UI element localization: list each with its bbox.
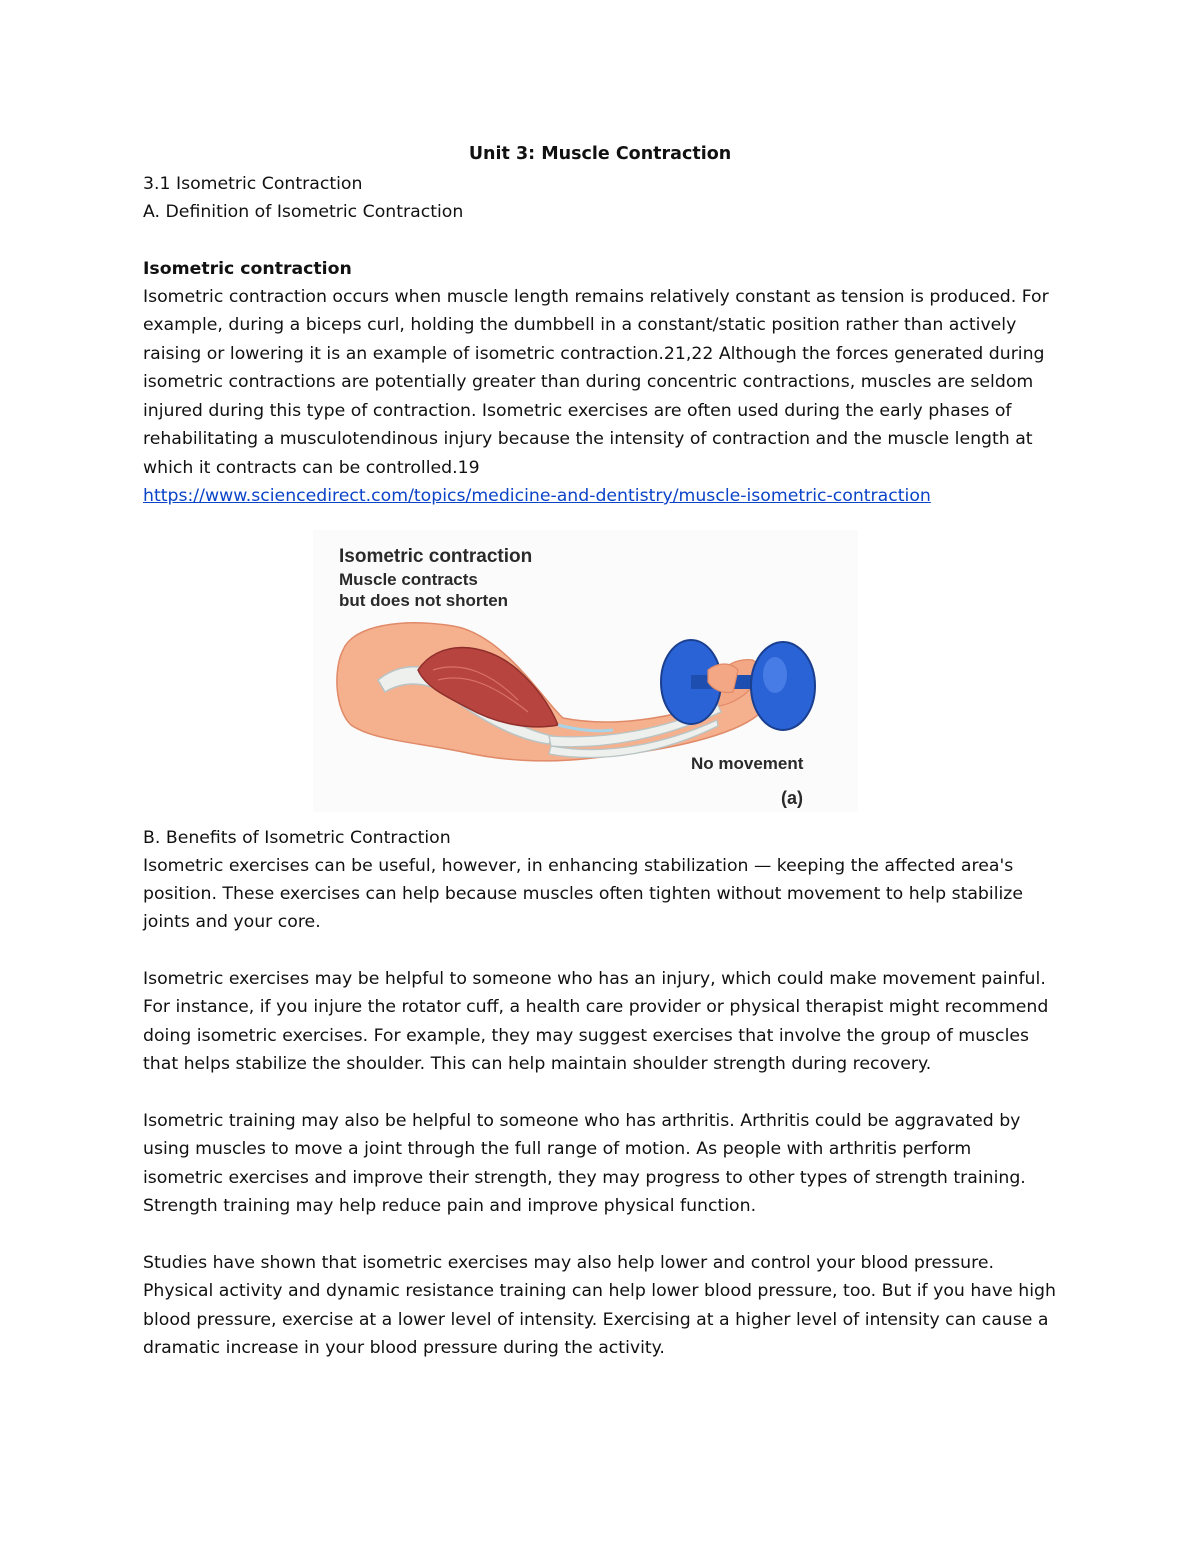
benefits-line: isometric exercises and improve their strength, they may progress to other types of strength training. (143, 1168, 1026, 1188)
benefits-line: Physical activity and dynamic resistance training can help lower blood pressure, too. But if you have high (143, 1281, 1056, 1301)
benefits-line: Strength training may help reduce pain and improve physical function. (143, 1196, 757, 1216)
benefits-line: position. These exercises can help because muscles often tighten without movement to help stabilize (143, 884, 1024, 904)
definition-line: example, during a biceps curl, holding the dumbbell in a constant/static position rather than actively (143, 315, 1017, 335)
no-movement-label: No movement (691, 754, 804, 773)
isometric-contraction-figure (313, 530, 858, 812)
panel-label: (a) (781, 788, 803, 808)
definition-line: which it contracts can be controlled.19 (143, 458, 480, 478)
benefits-line: doing isometric exercises. For example, they may suggest exercises that involve the group of muscles (143, 1026, 1029, 1046)
figure-caption-line: but does not shorten (339, 591, 509, 610)
figure-heading: Isometric contraction (339, 546, 533, 567)
benefits-line: blood pressure, exercise at a lower level of intensity. Exercising at a higher level of intensity can cause a (143, 1310, 1049, 1330)
definition-line: Isometric contraction occurs when muscle length remains relatively constant as tension is produced. For (143, 287, 1049, 307)
definition-line: injured during this type of contraction. Isometric exercises are often used during the early phases of (143, 401, 1012, 421)
source-link[interactable]: https://www.sciencedirect.com/topics/medicine-and-dentistry/muscle-isometric-contraction (143, 486, 931, 506)
definition-line: raising or lowering it is an example of isometric contraction.21,22 Although the forces generated during (143, 344, 1045, 364)
benefits-line: dramatic increase in your blood pressure during the activity. (143, 1338, 665, 1358)
benefits-line: that helps stabilize the shoulder. This can help maintain shoulder strength during recovery. (143, 1054, 932, 1074)
benefits-line: Studies have shown that isometric exercises may also help lower and control your blood pressure. (143, 1253, 994, 1273)
benefits-line: For instance, if you injure the rotator cuff, a health care provider or physical therapist might recommend (143, 997, 1049, 1017)
definition-line: isometric contractions are potentially greater than during concentric contractions, muscles are seldom (143, 372, 1034, 392)
benefits-line: Isometric exercises may be helpful to someone who has an injury, which could make movement painful. (143, 969, 1046, 989)
subsection-heading-b: B. Benefits of Isometric Contraction (143, 828, 451, 848)
benefits-line: Isometric exercises can be useful, however, in enhancing stabilization — keeping the affected area's (143, 856, 1014, 876)
benefits-line: joints and your core. (143, 912, 321, 932)
definition-line: rehabilitating a musculotendinous injury because the intensity of contraction and the muscle length at (143, 429, 1033, 449)
section-heading: 3.1 Isometric Contraction (143, 174, 363, 194)
definition-heading: Isometric contraction (143, 259, 352, 279)
subsection-heading-a: A. Definition of Isometric Contraction (143, 202, 464, 222)
page-title: Unit 3: Muscle Contraction (468, 144, 732, 164)
figure-caption-line: Muscle contracts (339, 570, 478, 589)
benefits-line: Isometric training may also be helpful to someone who has arthritis. Arthritis could be aggravated by (143, 1111, 1021, 1131)
benefits-line: using muscles to move a joint through the full range of motion. As people with arthritis perform (143, 1139, 972, 1159)
